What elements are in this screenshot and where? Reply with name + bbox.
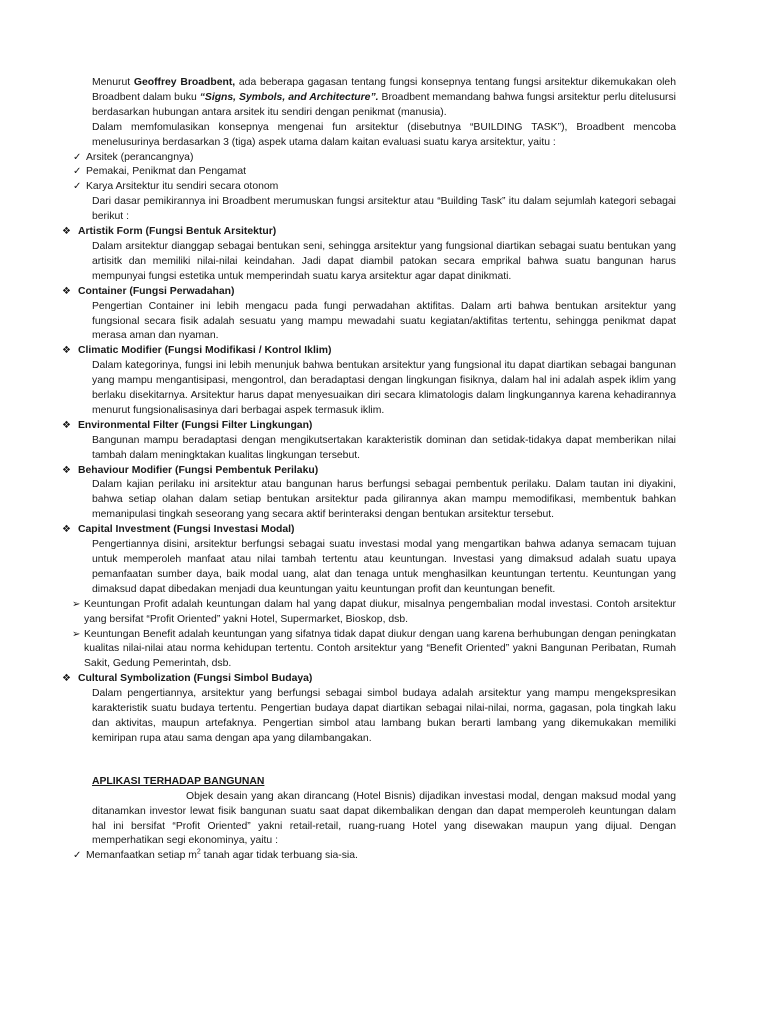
check-icon: ✓ (73, 181, 82, 193)
category-title: Artistik Form (Fungsi Bentuk Arsitektur) (78, 226, 277, 238)
intro-paragraph-2: Dalam memfomulasikan konsepnya mengenai fun arsitektur (disebutnya “BUILDING TASK”), Broadbent mencoba menelusurinya berdasarkan 3 (tiga) aspek utama dalam kaitan evaluasi suatu karya arsitektur, yaitu : (92, 121, 676, 148)
section-gap (0, 747, 768, 775)
check-icon: ✓ (73, 166, 82, 178)
profit-text: Keuntungan Profit adalah keuntungan dalam hal yang dapat diukur, misalnya pengembalian modal investasi. Contoh arsitektur yang bersifat “Profit Oriented” yakni Hotel, Supermarket, Bioskop, dsb. (84, 598, 676, 625)
aspect-label: Karya Arsitektur itu sendiri secara otonom (86, 181, 279, 193)
application-body: Objek desain yang akan dirancang (Hotel Bisnis) dijadikan investasi modal, dengan maksud modal yang ditanamkan investor lewat fisik bangunan suatu saat dapat dikembalikan dengan dan dapat memperoleh keuntungan dalam hal ini bersifat “Profit Oriented” yakni retail-retail, ruang-ruang Hotel yang disewakan maupun yang dijual. Dengan memperhatikan segi ekonominya, yaitu : (92, 790, 676, 847)
category-title: Environmental Filter (Fungsi Filter Lingkungan) (78, 419, 313, 431)
category-title: Capital Investment (Fungsi Investasi Modal) (78, 524, 295, 536)
aspect-item (73, 151, 676, 166)
intro-text-2: ada beberapa gagasan tentang fungsi konsepnya tentang fungsi arsitektur dikemukakan oleh Broadbent dalam buku (92, 77, 676, 103)
category-title: Behaviour Modifier (Fungsi Pembentuk Perilaku) (78, 464, 319, 476)
category-heading (62, 464, 676, 479)
intro-text-3: Broadbent memandang bahwa fungsi arsitektur perlu ditelusursi berdasarkan hubungan antara arsitek itu sendiri dengan penikmat (manusia). (92, 91, 676, 118)
intro-paragraph (92, 76, 676, 121)
category-title: Cultural Symbolization (Fungsi Simbol Budaya) (78, 673, 313, 685)
category-title: Container (Fungsi Perwadahan) (78, 285, 235, 297)
category-heading (62, 344, 676, 359)
category-heading (62, 225, 676, 240)
arrow-bullet-icon: ➢ (72, 598, 81, 610)
aspect-item (73, 165, 676, 180)
section-title: APLIKASI TERHADAP BANGUNAN (92, 775, 265, 787)
category-body: Dalam pengertiannya, arsitektur yang berfungsi sebagai simbol budaya adalah arsitektur yang mampu mengekspresikan karakteristik suatu budaya tertentu. Pengertian budaya dapat diartikan sebagai nilai-nilai, norma, gagasan, pola tingkah laku dan aktivitas, maupun artefaknya. Pengertian simbol atau lambang bukan berarti lambang yang dikemukakan memiliki kemiripan rupa atau sama dengan apa yang dilambangakan. (92, 688, 676, 744)
aspect-item (73, 180, 676, 195)
category-body: Dalam kajian perilaku ini arsitektur atau bangunan harus berfungsi sebagai pembentuk perilaku. Dalam tautan ini diyakini, bahwa setiap olahan dalam setiap bentukan arsitektur pada gilirannya akan mampu memodifikasi, membentuk bahkan memanipulasi tingkah seseorang yang secara aktif berinteraksi dengan bentukan arsitektur tersebut. (92, 479, 676, 521)
category-body: Pengertiannya disini, arsitektur berfungsi sebagai suatu investasi modal yang mengartikan bahwa adanya semacam tujuan untuk memperoleh manfaat atau nilai tambah tertentu atau keuntungan. Investasi yang dimaksud adalah suatu upaya pemanfaatan sumber daya, baik modal uang, alat dan tenaga untuk menghasilkan keuntungan tertentu. Keuntungan yang dimaksud dapat dibedakan menjadi dua keuntungan yaitu keuntungan profit dan keuntungan benefit. (92, 539, 676, 595)
category-heading (62, 285, 676, 300)
diamond-bullet-icon: ❖ (62, 419, 71, 431)
arrow-bullet-icon: ➢ (72, 628, 81, 640)
profit-item (72, 628, 676, 673)
aspect-label: Arsitek (perancangnya) (86, 151, 194, 163)
category-title: Climatic Modifier (Fungsi Modifikasi / Kontrol Iklim) (78, 345, 332, 357)
diamond-bullet-icon: ❖ (62, 524, 71, 536)
book-title: “Signs, Symbols, and Architecture”. (199, 91, 379, 103)
diamond-bullet-icon: ❖ (62, 226, 71, 238)
intro-text-1: Menurut (92, 77, 134, 88)
category-body: Dalam kategorinya, fungsi ini lebih menunjuk bahwa bentukan arsitektur yang fungsional itu dapat diartikan sebagai bangunan yang mampu mengantisipasi, mengontrol, dan beradaptasi dengan lingkungan fisiknya, dalam hal ini adalah aspek iklim yang berlaku disekitarnya. Arsitektur harus dapat menyesuaikan diri secara klimatologis dalam lingkungannya karena kehadirannya menurut fungsionalisasinya dari berbagai aspek termasuk iklim. (92, 360, 676, 416)
diamond-bullet-icon: ❖ (62, 345, 71, 357)
diamond-bullet-icon: ❖ (62, 673, 71, 685)
category-heading (62, 523, 676, 538)
aspect-label: Pemakai, Penikmat dan Pengamat (86, 166, 246, 178)
author-name: Geoffrey Broadbent, (133, 77, 236, 88)
category-body: Bangunan mampu beradaptasi dengan mengikutsertakan karakteristik dominan dan setidak-tidakya dapat memberikan nilai tambah dalam meningktakan kualitas lingkungan tersebut. (92, 434, 676, 461)
aspects-conclusion: Dari dasar pemikirannya ini Broadbent merumuskan fungsi arsitektur atau “Building Task” itu dalam sejumlah kategori sebagai berikut : (92, 196, 676, 223)
application-item-text: Memanfaatkan setiap $m^2$ tanah agar tidak terbuang sia-sia. (86, 848, 358, 862)
category-body: Dalam arsitektur dianggap sebagai bentukan seni, sehingga arsitektur yang fungsional diartikan sebagai suatu bentukan yang artisitk dan memiliki nilai-nilai keindahan. Jadi dapat diambil patokan secara emprikal bahwa suatu bangunan harus mempunyai fungsi estetika untuk memperindah suatu karya arsitektur agar dapat dinikmati. (92, 240, 676, 282)
diamond-bullet-icon: ❖ (62, 285, 71, 297)
category-body: Pengertian Container ini lebih mengacu pada fungi perwadahan aktifitas. Dalam arti bahwa bentukan arsitektur yang fungsional secara fisik adalah sesuatu yang mampu mewadahi suatu kegiatan/aktifitas tertentu, sehingga penikmat dapat merasa aman dan nyaman. (92, 300, 676, 342)
check-icon: ✓ (73, 151, 82, 163)
profit-text: Keuntungan Benefit adalah keuntungan yang sifatnya tidak dapat diukur dengan uang karena berhubungan dengan peningkatan kualitas nilai-nilai atau norma kehidupan tertentu. Contoh arsitektur yang “Benefit Oriented” yakni Bangunan Peribatan, Rumah Sakit, Gedung Pemerintah, dsb. (84, 628, 676, 670)
profit-item (72, 598, 676, 628)
diamond-bullet-icon: ❖ (62, 464, 71, 476)
application-item (73, 848, 676, 864)
category-heading (62, 419, 676, 434)
category-heading (62, 672, 676, 687)
check-icon: ✓ (73, 850, 82, 862)
